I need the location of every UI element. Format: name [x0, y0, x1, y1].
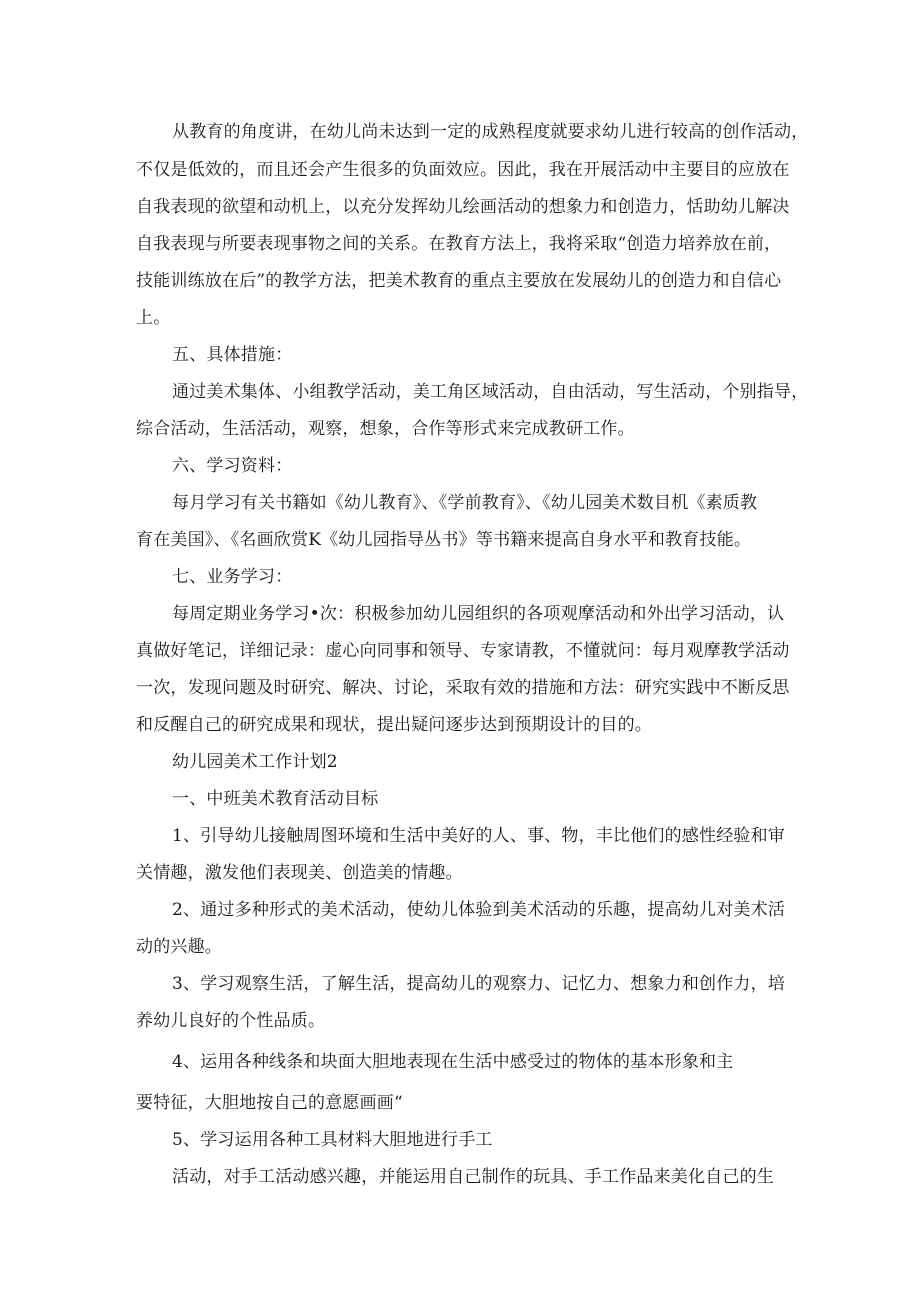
text-line: 育在美国》、《名画欣赏K《幼儿园指导丛书》等书籍来提高自身水平和教育技能。 — [136, 530, 752, 550]
text-line: 每周定期业务学习•次：积极参加幼儿园组织的各项观摩活动和外出学习活动，认 — [172, 604, 785, 624]
text-line: 不仅是低效的，而且还会产生很多的负面效应。因此，我在开展活动中主要目的应放在 — [136, 160, 790, 180]
text-line: 动的兴趣。 — [136, 937, 222, 957]
text-line: 一次，发现问题及时研究、解决、讨论，采取有效的措施和方法：研究实践中不断反思 — [136, 678, 790, 698]
text-line: 每月学习有关书籍如《幼儿教育》、《学前教育》、《幼儿园美术数目机《素质教 — [172, 493, 758, 513]
text-line: 从教育的角度讲，在幼儿尚未达到一定的成熟程度就要求幼儿进行较高的创作活动， — [172, 122, 809, 142]
text-line: 自我表现与所要表现事物之间的关系。在教育方法上，我将采取“创造力培养放在前， — [136, 234, 782, 254]
text-line: 1、引导幼儿接触周图环境和生活中美好的人、事、物，丰比他们的感性经验和审 — [172, 826, 786, 846]
section-heading: 六、学习资料： — [172, 456, 293, 476]
text-line: 养幼儿良好的个性品质。 — [136, 1011, 326, 1031]
text-line: 技能训练放在后”的教学方法，把美术教育的重点主要放在发展幼儿的创造力和自信心 — [136, 271, 782, 291]
text-line: 通过美术集体、小组教学活动，美工角区域活动，自由活动，写生活动，个别指导， — [172, 382, 809, 402]
section-heading: 五、具体措施： — [172, 345, 293, 365]
text-line: 要特征，大胆地按自己的意愿画画“ — [136, 1093, 403, 1113]
text-line: 和反醒自己的研究成果和现状，提出疑问逐步达到预期设计的目的。 — [136, 715, 652, 735]
document-title: 幼儿园美术工作计划2 — [172, 752, 338, 772]
text-line: 关情趣，激发他们表现美、创造美的情趣。 — [136, 863, 463, 883]
text-line: 5、学习运用各种工具材料大胆地进行手工 — [172, 1130, 493, 1150]
text-line: 真做好笔记，详细记录：虚心向同事和领导、专家请教，不懂就问：每月观摩教学活动 — [136, 641, 790, 661]
text-line: 综合活动，生活活动，观察，想象，合作等形式来完成教研工作。 — [136, 419, 635, 439]
text-line: 2、通过多种形式的美术活动，使幼儿体验到美术活动的乐趣，提高幼儿对美术活 — [172, 900, 786, 920]
text-line: 4、运用各种线条和块面大胆地表现在生活中感受过的物体的基本形象和主 — [172, 1052, 734, 1072]
text-line: 上。 — [136, 308, 171, 328]
text-line: 活动，对手工活动感兴趣，并能运用自己制作的玩具、手工作品来美化自己的生 — [172, 1167, 774, 1187]
section-heading: 七、业务学习： — [172, 567, 293, 587]
section-heading: 一、中班美术教育活动目标 — [172, 789, 379, 809]
text-line: 3、学习观察生活，了解生活，提高幼儿的观察力、记忆力、想象力和创作力，培 — [172, 974, 786, 994]
text-line: 自我表现的欲望和动机上，以充分发挥幼儿绘画活动的想象力和创造力，恬助幼儿解决 — [136, 197, 790, 217]
